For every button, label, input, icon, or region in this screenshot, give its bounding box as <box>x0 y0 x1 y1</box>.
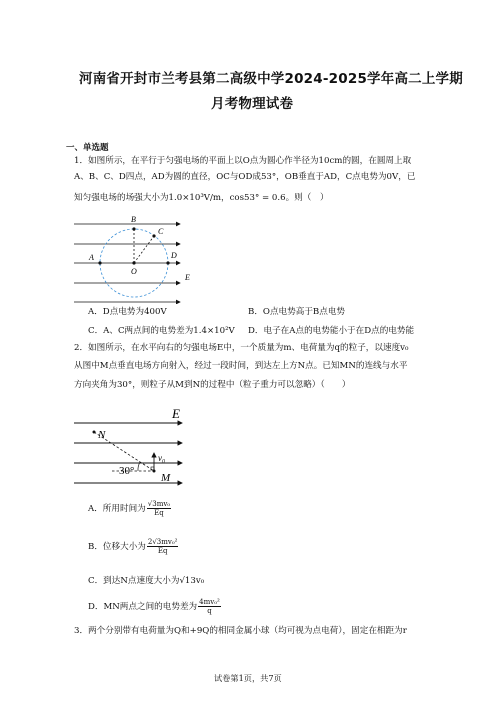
q1-figure <box>72 212 190 304</box>
label-M: M <box>161 472 171 484</box>
q1-option-a[interactable]: A．D点电势为400V <box>88 307 167 317</box>
q2-option-b[interactable]: B．位移大小为 $\frac{\text{2√3mv₀²}}{Eq}$ <box>88 538 178 555</box>
label-C: C <box>158 227 164 236</box>
q1-option-b[interactable]: B．O点电势高于B点电势 <box>248 307 346 317</box>
q2-figure <box>72 405 190 488</box>
q3-line-1: 3．两个分别带有电荷量为Q和+9Q的相同金属小球（均可视为点电荷），固定在相距为r <box>74 626 407 636</box>
label-E: E <box>185 273 190 282</box>
q2-option-a[interactable]: A．所用时间为 $\frac{\text{√3mv₀}}{Eq}$ <box>88 500 171 517</box>
label-v0: v₀ <box>158 453 166 463</box>
section-heading: 一、单选题 <box>66 143 109 153</box>
q2-option-c[interactable]: C．到达N点速度大小为√13v₀ <box>88 576 205 586</box>
label-angle: 30° <box>119 465 135 477</box>
q2-line-2: 从图中M点垂直电场方向射入，经过一段时间，到达左上方N点。已知MN的连线与水平 <box>74 361 408 371</box>
label-D: D <box>171 251 177 260</box>
q2-option-d[interactable]: D．MN两点之间的电势差为 $\frac{\text{4mv₀²}}{q}$ <box>88 598 220 615</box>
q1-option-c[interactable]: C．A、C两点间的电势差为1.4×10²V <box>88 326 235 336</box>
q2-line-3: 方向夹角为30°，则粒子从M到N的过程中（粒子重力可以忽略）（ ） <box>74 380 351 390</box>
field-lines <box>74 224 180 302</box>
label-B: B <box>131 215 136 224</box>
q2-line-1: 2．如图所示，在水平向右的匀强电场E中，一个质量为m、电荷量为q的粒子，以速度v₀ <box>74 343 409 353</box>
title-line-1: 河南省开封市兰考县第二高级中学2024-2025学年高二上学期 <box>79 71 463 87</box>
title-line-2: 月考物理试卷 <box>211 96 294 112</box>
label-O: O <box>131 267 137 276</box>
label-A: A <box>89 253 94 262</box>
label-E2: E <box>172 406 180 421</box>
q1-line-1: 1．如图所示，在平行于匀强电场的平面上以O点为圆心作半径为10cm的圆，在圆周上取 <box>74 156 412 166</box>
q1-option-d[interactable]: D．电子在A点的电势能小于在D点的电势能 <box>248 326 415 336</box>
label-N: N <box>98 429 106 441</box>
q1-line-3: 知匀强电场的场强大小为1.0×10³V/m，cos53° = 0.6。则（ ） <box>74 193 329 203</box>
q1-line-2: A、B、C、D四点，AD为圆的直径，OC与OD成53°，OB垂直于AD，C点电势为0V，已 <box>74 172 416 182</box>
page-footer: 试卷第1页，共7页 <box>214 673 282 683</box>
